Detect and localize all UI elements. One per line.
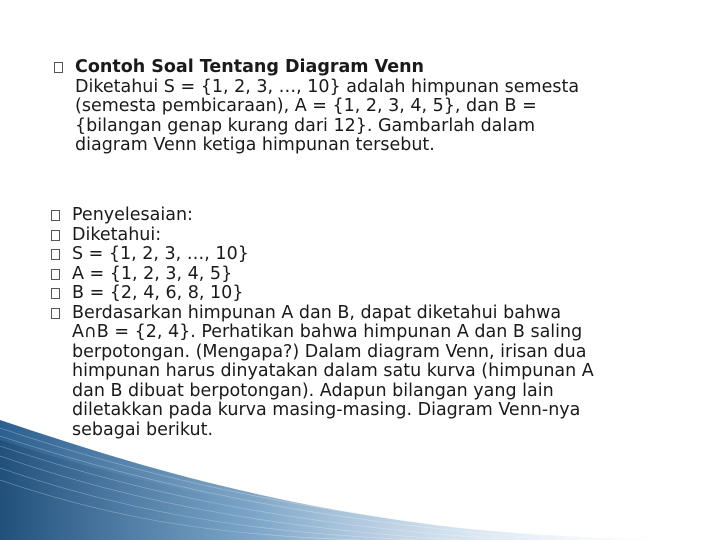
known-heading: Diketahui: [72, 224, 162, 245]
solution-heading: Penyelesaian: [72, 205, 193, 225]
box-bullet-icon [51, 230, 60, 241]
solution-block [54, 206, 694, 440]
question-line: diagram Venn ketiga himpunan tersebut. [75, 135, 435, 155]
explanation-line: A∩B = {2, 4}. Perhatikan bahwa himpunan A dan B saling [72, 322, 583, 342]
list-item [54, 226, 694, 246]
explanation-line: dan B dibuat berpotongan). Adapun bilangan yang lain [72, 380, 554, 401]
list-item [57, 58, 697, 156]
question-line: {bilangan genap kurang dari 12}. Gambarlah dalam [75, 115, 536, 136]
set-b: B = {2, 4, 6, 8, 10} [72, 283, 244, 303]
explanation-line: himpunan harus dinyatakan dalam satu kurva (himpunan A [72, 361, 594, 381]
list-item [54, 245, 694, 265]
list-item [54, 284, 694, 304]
box-bullet-icon [54, 62, 63, 73]
explanation-line: berpotongan. (Mengapa?) Dalam diagram Venn, irisan dua [72, 341, 587, 362]
box-bullet-icon [51, 308, 60, 319]
question-line: Diketahui S = {1, 2, 3, …, 10} adalah himpunan semesta [75, 76, 580, 97]
example-question-block [57, 58, 697, 156]
box-bullet-icon [51, 269, 60, 280]
list-item [54, 206, 694, 226]
explanation-line: sebagai berikut. [72, 419, 214, 440]
box-bullet-icon [51, 288, 60, 299]
set-s: S = {1, 2, 3, …, 10} [72, 244, 249, 264]
question-line: (semesta pembicaraan), A = {1, 2, 3, 4, 5}, dan B = [75, 96, 537, 116]
box-bullet-icon [51, 210, 60, 221]
explanation-line: Berdasarkan himpunan A dan B, dapat diketahui bahwa [72, 302, 562, 323]
question-text [75, 58, 697, 156]
list-item [54, 265, 694, 285]
decorative-wave [0, 420, 720, 540]
question-title: Contoh Soal Tentang Diagram Venn [75, 57, 424, 77]
explanation-line: diletakkan pada kurva masing-masing. Diagram Venn-nya [72, 400, 581, 420]
box-bullet-icon [51, 249, 60, 260]
set-a: A = {1, 2, 3, 4, 5} [72, 263, 233, 284]
